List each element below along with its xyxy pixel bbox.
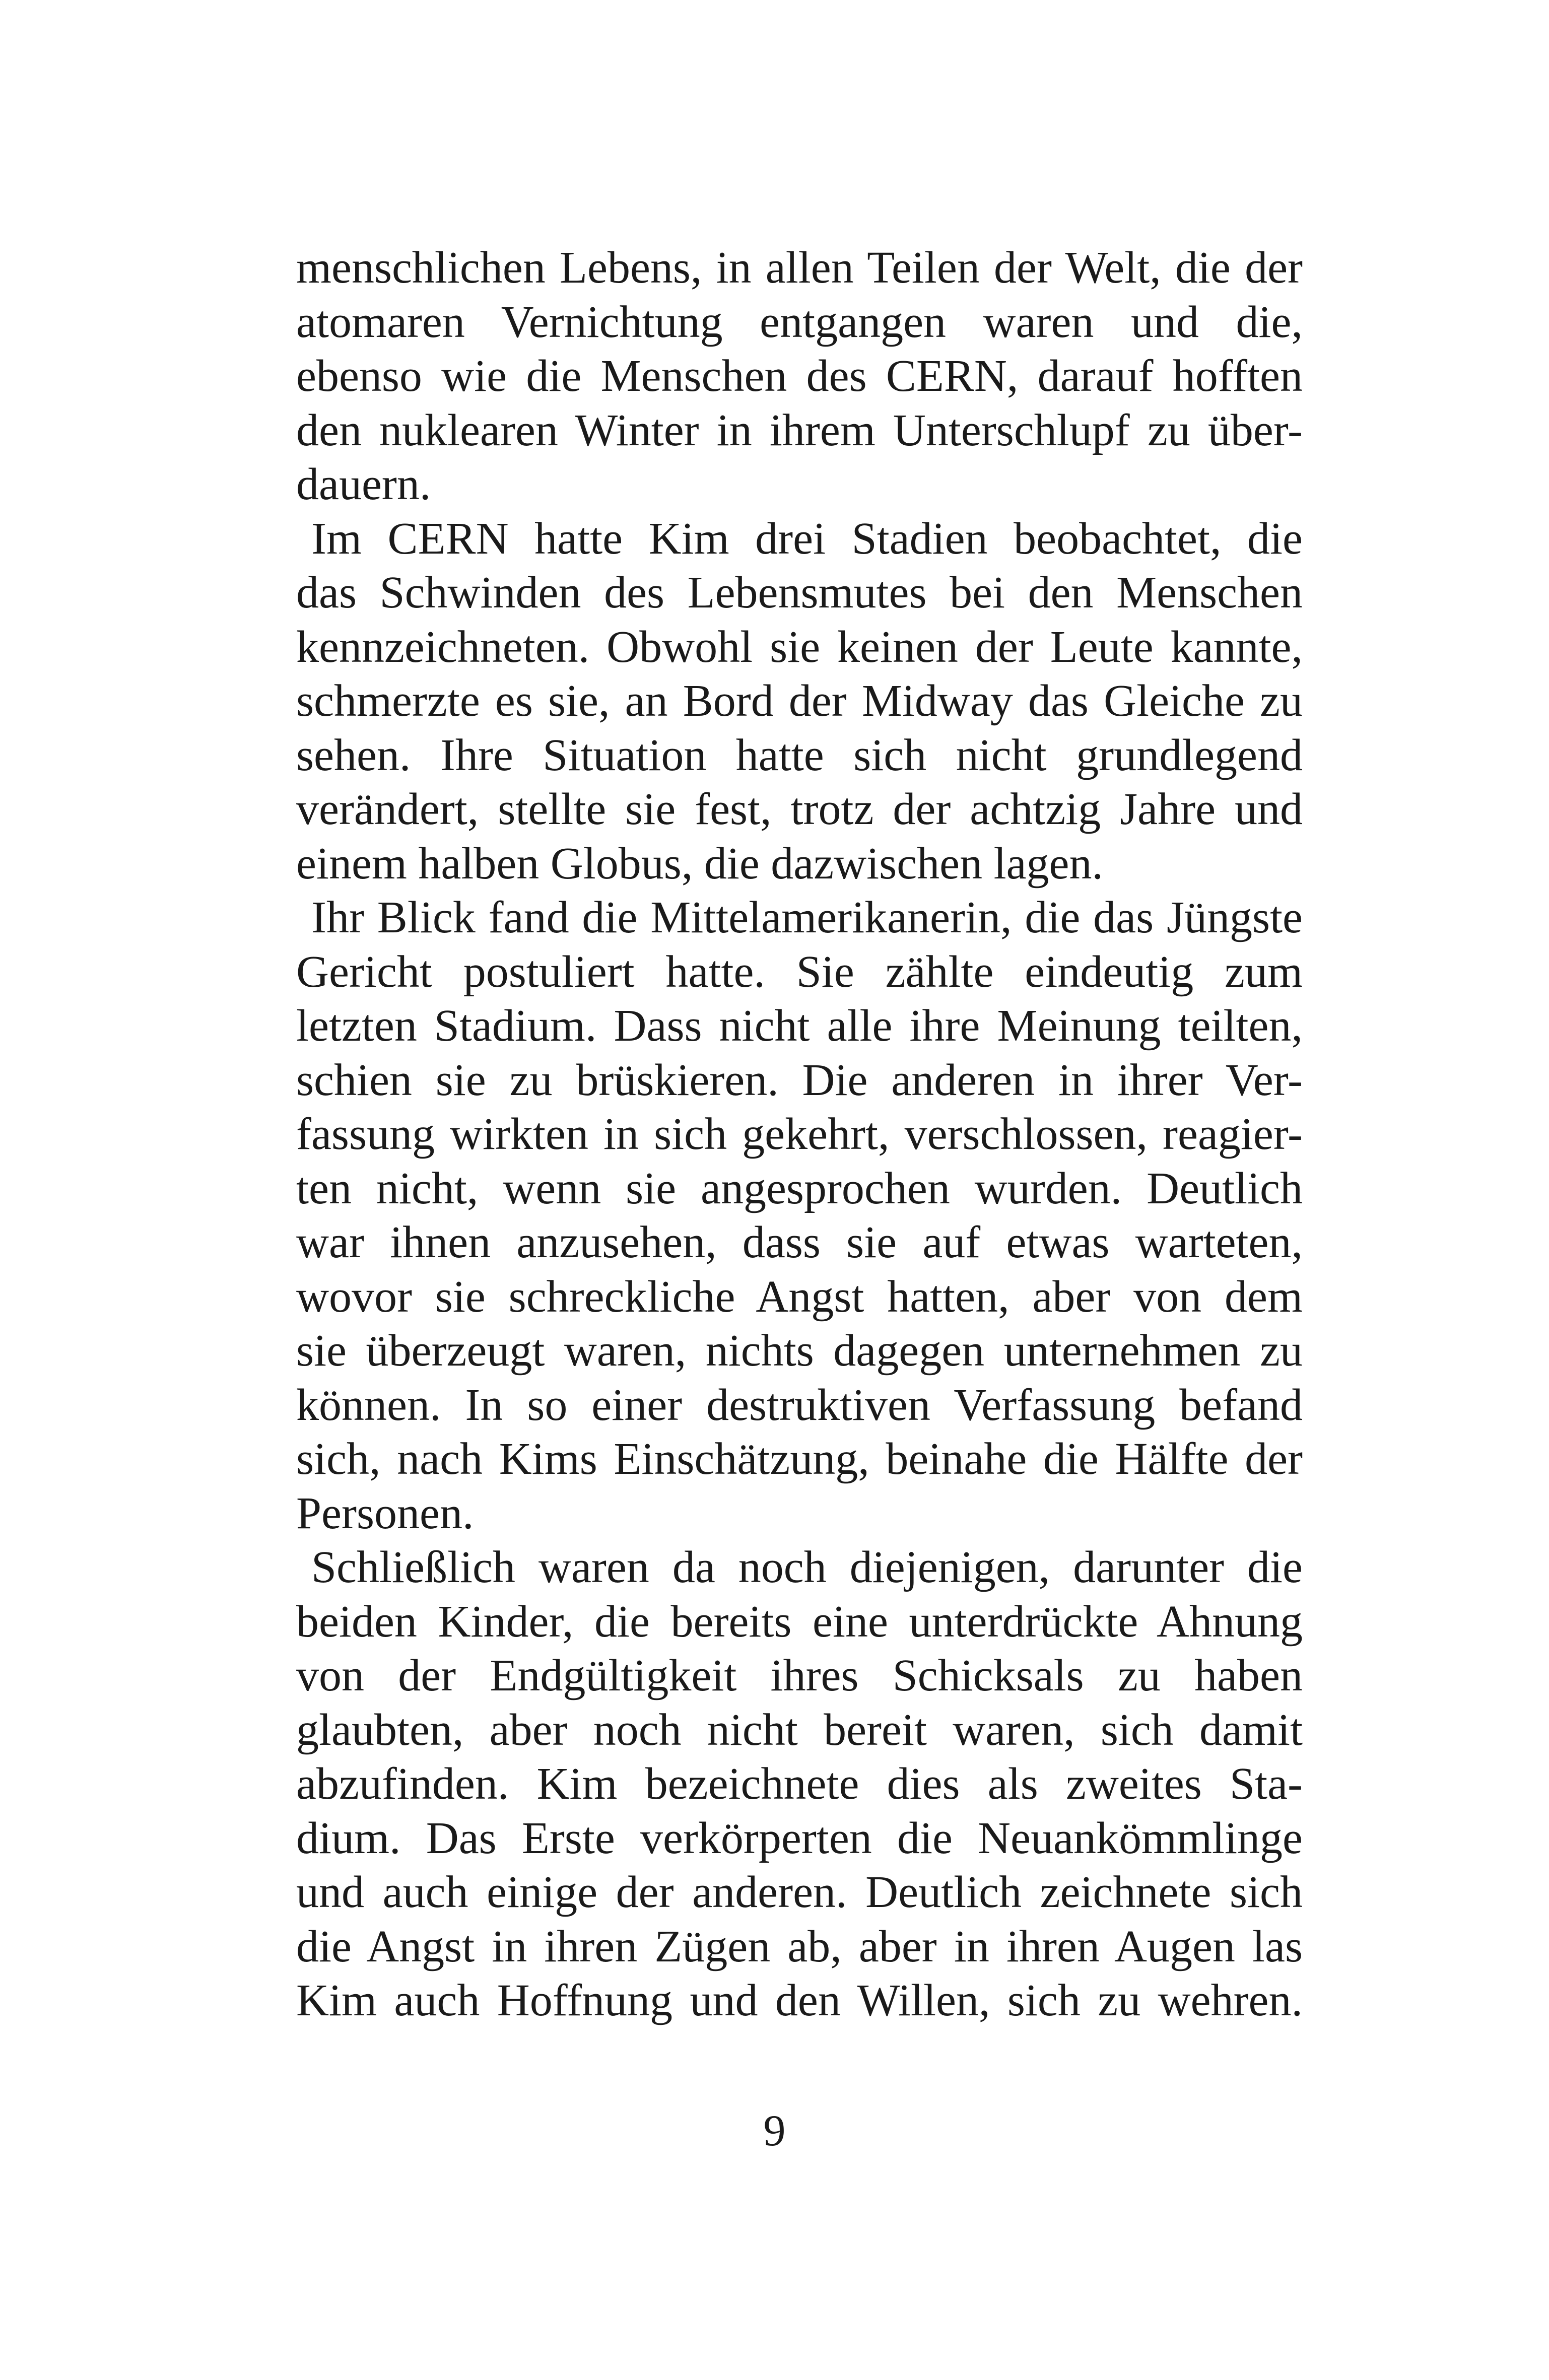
text-line: Gericht postuliert hatte. Sie zählte eindeutig zum bbox=[296, 946, 1303, 997]
text-line: können. In so einer destruktiven Verfassung befand bbox=[296, 1380, 1303, 1430]
text-line: sehen. Ihre Situation hatte sich nicht grundlegend bbox=[296, 730, 1303, 780]
text-line: Schließlich waren da noch diejenigen, darunter die bbox=[311, 1542, 1303, 1592]
text-line: letzten Stadium. Dass nicht alle ihre Meinung teilten, bbox=[296, 1001, 1303, 1051]
text-line: ebenso wie die Menschen des CERN, darauf hofften bbox=[296, 351, 1303, 401]
text-line: sie überzeugt waren, nichts dagegen unternehmen zu bbox=[296, 1326, 1303, 1376]
text-line: und auch einige der anderen. Deutlich zeichnete sich bbox=[296, 1867, 1303, 1917]
text-line: dium. Das Erste verkörperten die Neuankömmlinge bbox=[296, 1813, 1303, 1863]
text-line: den nuklearen Winter in ihrem Unterschlupf zu über- bbox=[296, 405, 1303, 455]
text-line: dauern. bbox=[296, 459, 431, 509]
text-line: das Schwinden des Lebensmutes bei den Menschen bbox=[296, 568, 1303, 618]
text-line: fassung wirkten in sich gekehrt, verschlossen, reagier- bbox=[296, 1109, 1303, 1159]
text-line: sich, nach Kims Einschätzung, beinahe die Hälfte der bbox=[296, 1434, 1303, 1484]
text-line: menschlichen Lebens, in allen Teilen der Welt, die der bbox=[296, 243, 1303, 293]
text-line: Ihr Blick fand die Mittelamerikanerin, die das Jüngste bbox=[311, 893, 1303, 942]
text-line: die Angst in ihren Zügen ab, aber in ihren Augen las bbox=[296, 1921, 1303, 1971]
body-text bbox=[296, 241, 1303, 2028]
text-line: atomaren Vernichtung entgangen waren und die, bbox=[296, 297, 1303, 347]
text-line: beiden Kinder, die bereits eine unterdrückte Ahnung bbox=[296, 1596, 1303, 1647]
text-line: Personen. bbox=[296, 1488, 474, 1538]
page-number: 9 bbox=[763, 2106, 786, 2155]
text-line: schmerzte es sie, an Bord der Midway das Gleiche zu bbox=[296, 676, 1303, 726]
text-line: glaubten, aber noch nicht bereit waren, sich damit bbox=[296, 1705, 1303, 1755]
text-line: verändert, stellte sie fest, trotz der achtzig Jahre und bbox=[296, 784, 1303, 834]
text-line: kennzeichneten. Obwohl sie keinen der Leute kannte, bbox=[296, 622, 1303, 672]
text-line: war ihnen anzusehen, dass sie auf etwas warteten, bbox=[296, 1217, 1303, 1267]
text-line: schien sie zu brüskieren. Die anderen in ihrer Ver- bbox=[296, 1055, 1303, 1105]
text-line: ten nicht, wenn sie angesprochen wurden. Deutlich bbox=[296, 1163, 1303, 1213]
text-line: wovor sie schreckliche Angst hatten, aber von dem bbox=[296, 1271, 1303, 1322]
text-line: einem halben Globus, die dazwischen lagen. bbox=[296, 838, 1103, 889]
text-line: abzufinden. Kim bezeichnete dies als zweites Sta- bbox=[296, 1759, 1303, 1809]
text-line: von der Endgültigkeit ihres Schicksals zu haben bbox=[296, 1651, 1303, 1701]
text-line: Kim auch Hoffnung und den Willen, sich zu wehren. bbox=[296, 1976, 1303, 2025]
text-line: Im CERN hatte Kim drei Stadien beobachtet, die bbox=[311, 513, 1303, 564]
